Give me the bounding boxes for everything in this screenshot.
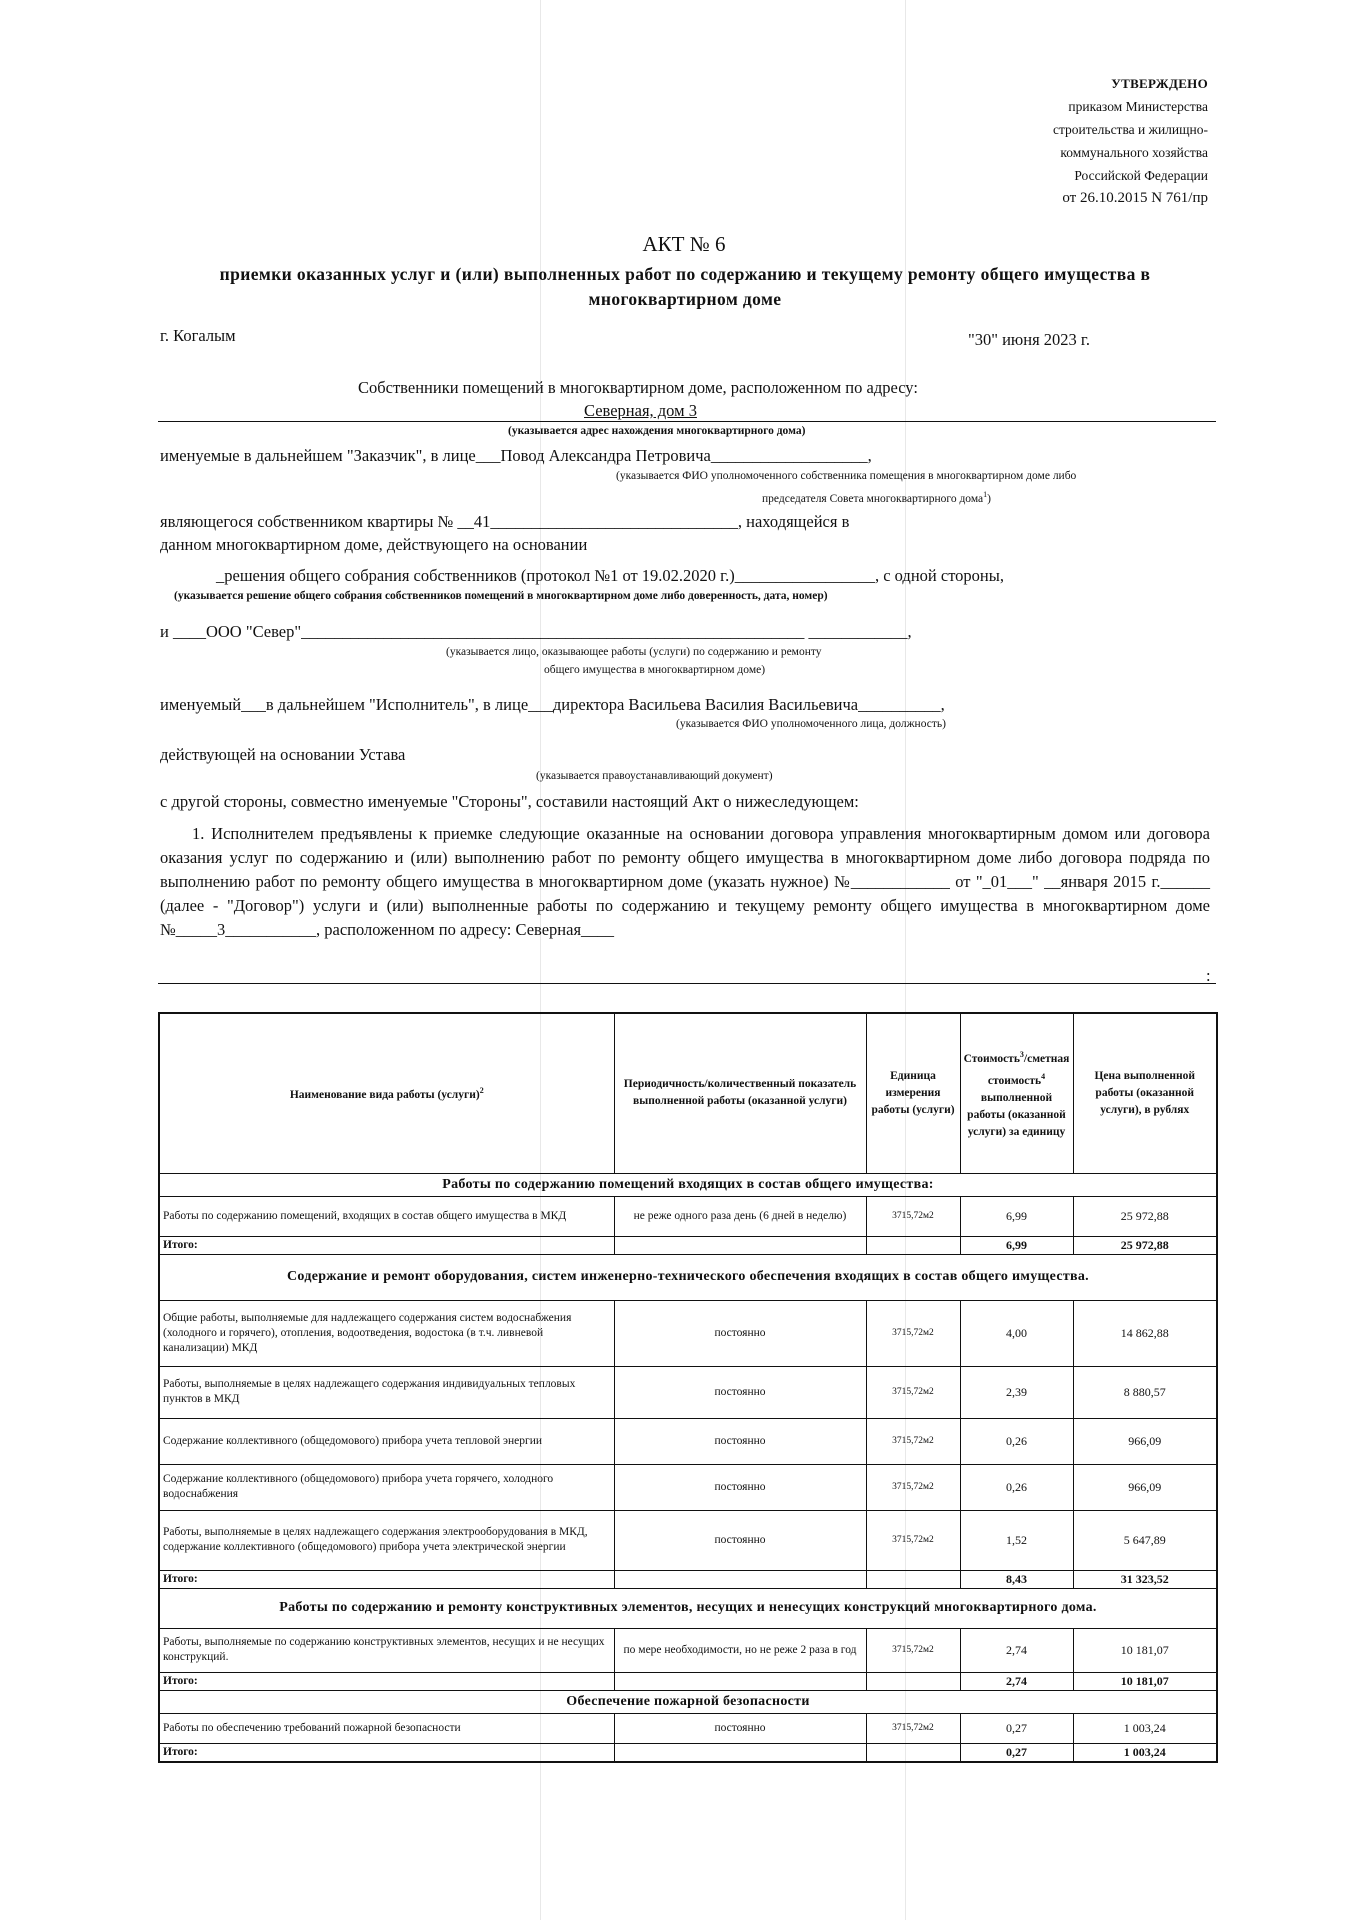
colon: : (1206, 966, 1211, 985)
work-name: Работы по обеспечению требований пожарной безопасности (159, 1713, 614, 1743)
work-cost: 6,99 (960, 1196, 1073, 1236)
work-name: Содержание коллективного (общедомового) прибора учета горячего, холодного водоснабжения (159, 1464, 614, 1510)
approval-line: коммунального хозяйства (1060, 145, 1208, 160)
table-row (159, 1300, 1217, 1366)
total-price: 31 323,52 (1073, 1570, 1217, 1588)
address-hint: (указывается адрес нахождения многоквартирного дома) (508, 425, 806, 437)
address-continuation-line (158, 983, 1216, 984)
work-price: 1 003,24 (1073, 1713, 1217, 1743)
section-title: Содержание и ремонт оборудования, систем инженерно-технического обеспечения входящих в состав общего имущества. (159, 1254, 1217, 1300)
header-cost (960, 1013, 1073, 1173)
footnote-mark: 4 (1041, 1071, 1046, 1081)
work-name: Работы по содержанию помещений, входящих в состав общего имущества в МКД (159, 1196, 614, 1236)
works-table (158, 1012, 1218, 1763)
header-cost-c: выполненной работы (оказанной услуги) за единицу (967, 1091, 1066, 1138)
total-label: Итого: (159, 1236, 614, 1254)
total-row (159, 1236, 1217, 1254)
section-title: Работы по содержанию и ремонту конструктивных элементов, несущих и ненесущих конструкций многоквартирного дома. (159, 1588, 1217, 1628)
total-cost: 6,99 (960, 1236, 1073, 1254)
acting-hint: (указывается правоустанавливающий документ) (536, 770, 773, 782)
table-header-row (159, 1013, 1217, 1173)
footnote-mark: 3 (1019, 1049, 1024, 1059)
work-price: 10 181,07 (1073, 1628, 1217, 1672)
work-price: 966,09 (1073, 1418, 1217, 1464)
work-period: постоянно (614, 1418, 866, 1464)
customer-hint-2-text: председателя Совета многоквартирного дома (762, 492, 984, 505)
total-row (159, 1570, 1217, 1588)
section-row (159, 1254, 1217, 1300)
act-date: "30" июня 2023 г. (968, 330, 1090, 349)
work-price: 14 862,88 (1073, 1300, 1217, 1366)
work-unit: 3715,72м2 (866, 1366, 960, 1418)
section-title: Обеспечение пожарной безопасности (159, 1690, 1217, 1713)
paragraph-1: 1. Исполнителем предъявлены к приемке следующие оказанные на основании договора управления многоквартирным домом или договора оказания услуг по содержанию и (или) выполнению работ по ремонту общего имущества в многоквартирном доме либо договора подряда по выполнению работ по ремонту общего имущества в многоквартирном доме (указать нужное) №____________ от "_01___" __января 2015 г.______ (далее - "Договор") услуги и (или) выполненные работы по содержанию и текущему ремонту общего имущества в многоквартирном доме №_____3___________, расположенном по адресу: Северная____ (160, 824, 1210, 939)
work-price: 5 647,89 (1073, 1510, 1217, 1570)
executor-line: именуемый___в дальнейшем "Исполнитель", в лице___директора Васильева Василия Васильевича__________, (160, 695, 945, 714)
work-period: постоянно (614, 1464, 866, 1510)
total-cost: 8,43 (960, 1570, 1073, 1588)
work-unit: 3715,72м2 (866, 1418, 960, 1464)
work-unit: 3715,72м2 (866, 1196, 960, 1236)
section-row (159, 1173, 1217, 1196)
work-period: не реже одного раза день (6 дней в неделю) (614, 1196, 866, 1236)
owners-line: Собственники помещений в многоквартирном доме, расположенном по адресу: (358, 378, 918, 397)
work-unit: 3715,72м2 (866, 1464, 960, 1510)
section-row (159, 1588, 1217, 1628)
work-unit: 3715,72м2 (866, 1628, 960, 1672)
work-unit: 3715,72м2 (866, 1510, 960, 1570)
work-period: постоянно (614, 1300, 866, 1366)
act-title: АКТ № 6 (642, 232, 726, 256)
acting-line: действующей на основании Устава (160, 745, 406, 764)
footnote-mark: 2 (479, 1086, 484, 1096)
work-period: постоянно (614, 1366, 866, 1418)
approval-stamp-block (1053, 72, 1208, 210)
table-row (159, 1510, 1217, 1570)
approval-line: приказом Министерства (1068, 99, 1208, 114)
work-price: 25 972,88 (1073, 1196, 1217, 1236)
header-price: Цена выполненной работы (оказанной услуги), в рублях (1073, 1013, 1217, 1173)
total-label: Итого: (159, 1570, 614, 1588)
parties-line: с другой стороны, совместно именуемые "Стороны", составили настоящий Акт о нижеследующем: (160, 792, 859, 811)
total-cost: 2,74 (960, 1672, 1073, 1690)
work-cost: 0,26 (960, 1418, 1073, 1464)
work-name: Работы, выполняемые в целях надлежащего содержания электрооборудования в МКД, содержание коллективного (общедомового) прибора учета электрической энергии (159, 1510, 614, 1570)
owner-apartment-line: являющегося собственником квартиры № __41______________________________, находящейся в (160, 512, 850, 531)
section-title: Работы по содержанию помещений входящих в состав общего имущества: (159, 1173, 1217, 1196)
header-cost-b: /сметная стоимость (987, 1052, 1070, 1087)
approval-line: от 26.10.2015 N 761/пр (1062, 190, 1208, 206)
header-name-text: Наименование вида работы (услуги) (289, 1089, 480, 1102)
basis-hint: (указывается решение общего собрания собственников помещений в многоквартирном доме либо доверенность, дата, номер) (174, 590, 828, 602)
house-address: Северная, дом 3 (584, 401, 697, 420)
total-price: 25 972,88 (1073, 1236, 1217, 1254)
act-subtitle: приемки оказанных услуг и (или) выполненных работ по содержанию и текущему ремонту общего имущества в многоквартирном доме (219, 264, 1151, 309)
total-row (159, 1743, 1217, 1762)
header-name (159, 1013, 614, 1173)
city: г. Когалым (160, 326, 236, 345)
work-price: 966,09 (1073, 1464, 1217, 1510)
section-row (159, 1690, 1217, 1713)
table-row (159, 1628, 1217, 1672)
work-name: Работы, выполняемые по содержанию конструктивных элементов, несущих и не несущих конструкций. (159, 1628, 614, 1672)
work-cost: 2,39 (960, 1366, 1073, 1418)
contractor-line: и ____ООО "Север"_____________________________________________________________ ____________, (160, 622, 912, 641)
work-unit: 3715,72м2 (866, 1713, 960, 1743)
total-label: Итого: (159, 1743, 614, 1762)
total-label: Итого: (159, 1672, 614, 1690)
approval-line: УТВЕРЖДЕНО (1111, 76, 1208, 91)
total-cost: 0,27 (960, 1743, 1073, 1762)
header-period: Периодичность/количественный показатель выполненной работы (оказанной услуги) (614, 1013, 866, 1173)
work-name: Содержание коллективного (общедомового) прибора учета тепловой энергии (159, 1418, 614, 1464)
work-period: постоянно (614, 1510, 866, 1570)
table-row (159, 1366, 1217, 1418)
work-period: по мере необходимости, но не реже 2 раза в год (614, 1628, 866, 1672)
work-cost: 1,52 (960, 1510, 1073, 1570)
work-name: Общие работы, выполняемые для надлежащего содержания систем водоснабжения (холодного и горячего), отопления, водоотведения, водостока (в т.ч. ливневой канализации) МКД (159, 1300, 614, 1366)
work-cost: 0,27 (960, 1713, 1073, 1743)
approval-line: строительства и жилищно- (1053, 122, 1208, 137)
header-unit: Единица измерения работы (услуги) (866, 1013, 960, 1173)
executor-hint: (указывается ФИО уполномоченного лица, должность) (676, 718, 946, 730)
work-period: постоянно (614, 1713, 866, 1743)
header-cost-a: Стоимость (963, 1052, 1020, 1065)
approval-line: Российской Федерации (1074, 168, 1208, 183)
work-cost: 2,74 (960, 1628, 1073, 1672)
customer-hint-2 (762, 490, 991, 505)
total-price: 1 003,24 (1073, 1743, 1217, 1762)
customer-hint-1: (указывается ФИО уполномоченного собственника помещения в многоквартирном доме либо (616, 470, 1077, 482)
table-row (159, 1418, 1217, 1464)
table-row (159, 1196, 1217, 1236)
basis-line: _решения общего собрания собственников (протокол №1 от 19.02.2020 г.)_________________, с одной стороны, (216, 566, 1004, 585)
work-name: Работы, выполняемые в целях надлежащего содержания индивидуальных тепловых пунктов в МКД (159, 1366, 614, 1418)
customer-hint-2-close: ) (987, 492, 991, 505)
footnote-mark: 1 (983, 490, 988, 499)
work-unit: 3715,72м2 (866, 1300, 960, 1366)
address-underline (158, 421, 1216, 422)
owner-house-line: данном многоквартирном доме, действующего на основании (160, 535, 588, 554)
work-price: 8 880,57 (1073, 1366, 1217, 1418)
table-row (159, 1713, 1217, 1743)
contractor-hint-1: (указывается лицо, оказывающее работы (услуги) по содержанию и ремонту (446, 646, 822, 658)
work-cost: 0,26 (960, 1464, 1073, 1510)
table-row (159, 1464, 1217, 1510)
total-row (159, 1672, 1217, 1690)
work-cost: 4,00 (960, 1300, 1073, 1366)
total-price: 10 181,07 (1073, 1672, 1217, 1690)
contractor-hint-2: общего имущества в многоквартирном доме) (544, 664, 766, 676)
customer-line: именуемые в дальнейшем "Заказчик", в лице___Повод Александра Петровича___________________, (160, 446, 872, 465)
